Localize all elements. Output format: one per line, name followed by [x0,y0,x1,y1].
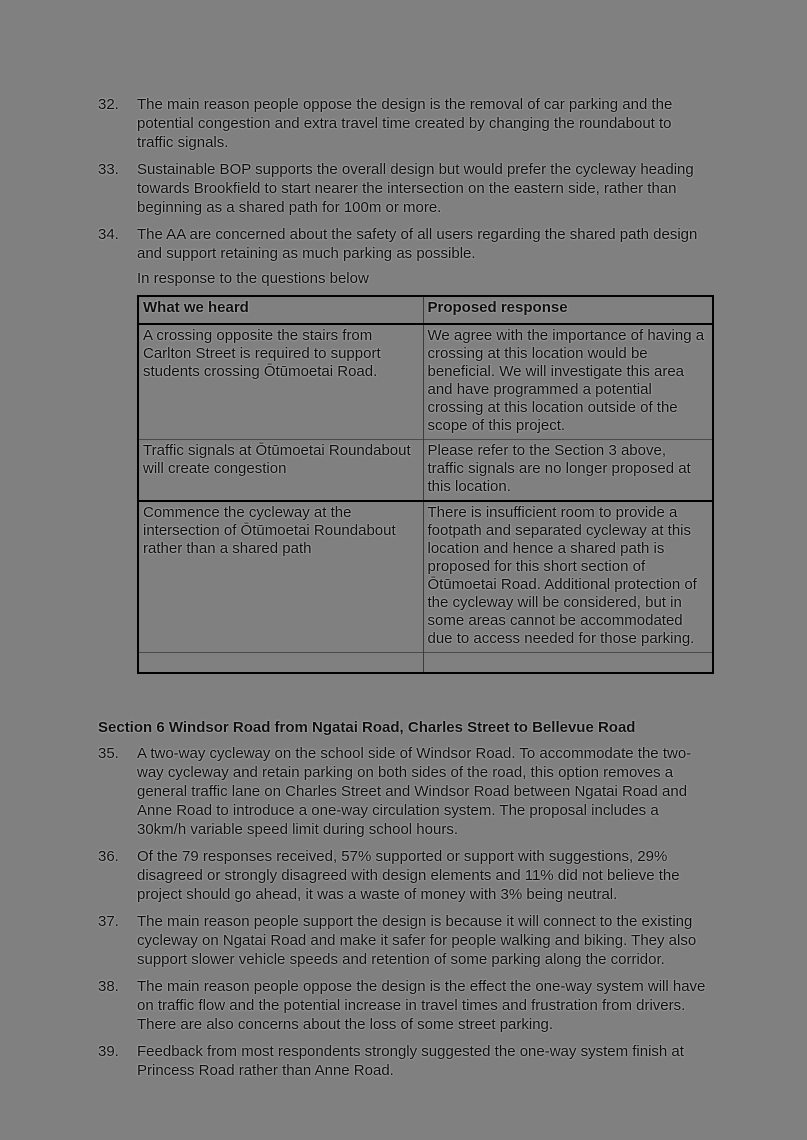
paragraph-text: Feedback from most respondents strongly suggested the one-way system finish at Princess Road rather than Anne Road. [137,1042,684,1079]
table-intro-line: In response to the questions below [137,270,369,287]
paragraph-number: 37. [98,912,119,930]
table-cell-heard [138,653,423,673]
paragraph-number: 39. [98,1042,119,1060]
paragraph-text: The AA are concerned about the safety of all users regarding the shared path design and support retaining as much parking as possible. [137,226,698,262]
paragraph-33 [98,160,710,217]
paragraph-number: 32. [98,96,119,113]
paragraph-text: The main reason people oppose the design is the removal of car parking and the potential congestion and extra travel time created by changing the roundabout to traffic signals. [137,96,673,151]
table-row [138,324,713,440]
paragraph-number: 36. [98,847,119,865]
paragraph-36 [98,847,710,904]
table-row [138,501,713,653]
paragraph-39 [98,1042,710,1080]
table-row-empty [138,653,713,673]
table-row [138,440,713,502]
paragraph-34 [98,225,710,263]
paragraph-number: 34. [98,226,119,243]
paragraph-32 [98,95,710,152]
paragraph-text: The main reason people oppose the design is the effect the one-way system will have on traffic flow and the potential increase in travel times and frustration from drivers. There are also concerns about the loss of some street parking. [137,977,706,1033]
paragraph-38 [98,977,710,1034]
paragraph-text: The main reason people support the design is because it will connect to the existing cycleway on Ngatai Road and make it safer for people walking and biking. They also support slower vehicle speeds and retention of some parking along the corridor. [137,912,697,968]
table-cell-response: Please refer to the Section 3 above, traffic signals are no longer proposed at this location. [423,440,713,502]
paragraph-number: 38. [98,977,119,995]
table-header-row [138,296,713,324]
table-header-proposed-response: Proposed response [423,296,713,324]
section-6-heading: Section 6 Windsor Road from Ngatai Road, Charles Street to Bellevue Road [98,718,636,736]
paragraph-37 [98,912,710,969]
table-cell-heard: Commence the cycleway at the intersection of Ōtūmoetai Roundabout rather than a shared path [138,501,423,653]
paragraph-number: 35. [98,744,119,762]
table-header-what-we-heard: What we heard [138,296,423,324]
paragraph-text: A two-way cycleway on the school side of Windsor Road. To accommodate the two-way cycleway and retain parking on both sides of the road, this option removes a general traffic lane on Charles Street and Windsor Road between Ngatai Road and Anne Road to introduce a one-way circulation system. The proposal includes a 30km/h variable speed limit during school hours. [137,744,692,838]
table-cell-heard: A crossing opposite the stairs from Carlton Street is required to support students crossing Ōtūmoetai Road. [138,324,423,440]
table-cell-response: We agree with the importance of having a crossing at this location would be beneficial. We will investigate this area and have programmed a potential crossing at this location outside of the scope of this project. [423,324,713,440]
table-cell-heard: Traffic signals at Ōtūmoetai Roundabout will create congestion [138,440,423,502]
paragraph-35 [98,744,710,839]
table-cell-response [423,653,713,673]
feedback-response-table [137,295,714,674]
paragraph-number: 33. [98,161,119,178]
paragraph-text: Sustainable BOP supports the overall design but would prefer the cycleway heading towards Brookfield to start nearer the intersection on the eastern side, rather than beginning as a shared path for 100m or more. [137,161,694,216]
paragraph-text: Of the 79 responses received, 57% supported or support with suggestions, 29% disagreed or strongly disagreed with design elements and 11% did not believe the project should go ahead, it was a waste of money with 3% being neutral. [137,847,680,903]
table-cell-response: There is insufficient room to provide a footpath and separated cycleway at this location and hence a shared path is proposed for this short section of Ōtūmoetai Road. Additional protection of the cycleway will be considered, but in some areas cannot be accommodated due to access needed for those parking. [423,501,713,653]
